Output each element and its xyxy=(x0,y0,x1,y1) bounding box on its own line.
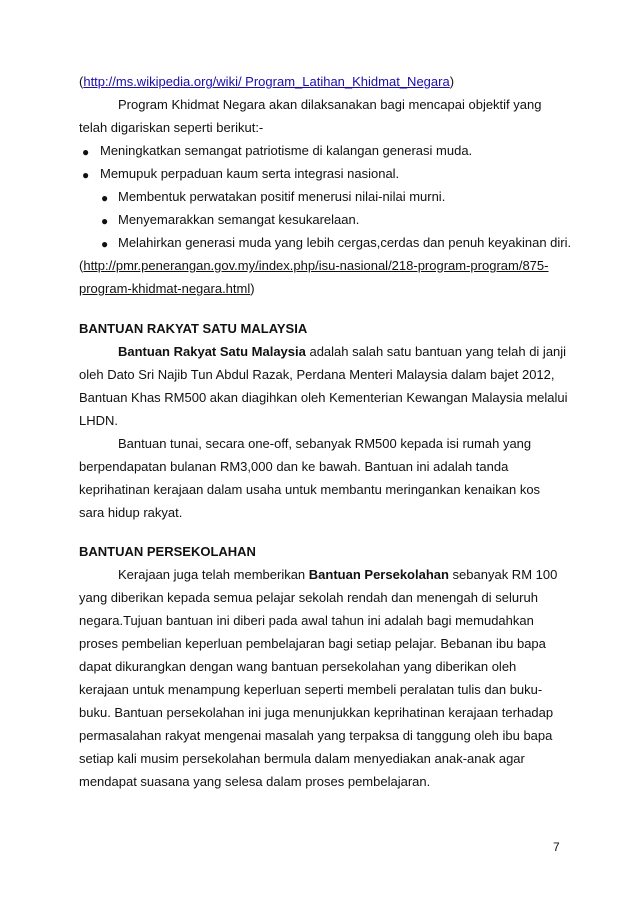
section-heading: BANTUAN PERSEKOLAHAN xyxy=(79,544,256,559)
list-item: Melahirkan generasi muda yang lebih cergas,cerdas dan penuh keyakinan diri. xyxy=(118,235,572,250)
paragraph-line: permasalahan rakyat mengenai masalah yang terpaksa di tanggung oleh ibu bapa xyxy=(79,728,553,743)
paragraph-line: Kerajaan juga telah memberikan Bantuan Persekolahan sebanyak RM 100 xyxy=(118,567,558,582)
bullet-icon: ● xyxy=(101,191,109,205)
source-citation-2: (http://pmr.penerangan.gov.my/index.php/isu-nasional/218-program-program/875- xyxy=(79,258,549,273)
section-heading: BANTUAN RAKYAT SATU MALAYSIA xyxy=(79,321,308,336)
page-number: 7 xyxy=(553,840,560,854)
paragraph-line: buku. Bantuan persekolahan ini juga menunjukkan keprihatinan kerajaan terhadap xyxy=(79,705,554,720)
paragraph-line: mendapat suasana yang selesa dalam proses pembelajaran. xyxy=(79,774,431,789)
paragraph-line: sara hidup rakyat. xyxy=(79,505,183,520)
source-citation-2-cont: program-khidmat-negara.html) xyxy=(79,281,255,296)
bullet-icon: ● xyxy=(101,237,109,251)
paragraph-line: Program Khidmat Negara akan dilaksanakan bagi mencapai objektif yang xyxy=(118,97,542,112)
paragraph-line: Bantuan Rakyat Satu Malaysia adalah salah satu bantuan yang telah di janji xyxy=(118,344,567,359)
list-item: Menyemarakkan semangat kesukarelaan. xyxy=(118,212,360,227)
paragraph-line: kerajaan untuk menampung keperluan seperti membeli peralatan tulis dan buku- xyxy=(79,682,543,697)
paragraph-line: berpendapatan bulanan RM3,000 dan ke bawah. Bantuan ini adalah tanda xyxy=(79,459,509,474)
source-link-1[interactable]: http://ms.wikipedia.org/wiki/ Program_Latihan_Khidmat_Negara xyxy=(83,74,450,89)
source-link-2-cont[interactable]: program-khidmat-negara.html xyxy=(79,281,251,296)
paragraph-line: Bantuan Khas RM500 akan diagihkan oleh Kementerian Kewangan Malaysia melalui xyxy=(79,390,568,405)
list-item: Meningkatkan semangat patriotisme di kalangan generasi muda. xyxy=(100,143,473,158)
paragraph-line: LHDN. xyxy=(79,413,119,428)
paragraph-line: telah digariskan seperti berikut:- xyxy=(79,120,264,135)
paragraph-line: proses pembelian keperluan pembelajaran bagi setiap pelajar. Bebanan ibu bapa xyxy=(79,636,546,651)
bullet-icon: ● xyxy=(82,168,90,182)
bullet-icon: ● xyxy=(82,145,90,159)
paragraph-line: Bantuan tunai, secara one-off, sebanyak RM500 kepada isi rumah yang xyxy=(118,436,532,451)
list-item: Memupuk perpaduan kaum serta integrasi nasional. xyxy=(100,166,400,181)
paragraph-line: yang diberikan kepada semua pelajar sekolah rendah dan menengah di seluruh xyxy=(79,590,538,605)
paragraph-line: dapat dikurangkan dengan wang bantuan persekolahan yang diberikan oleh xyxy=(79,659,517,674)
source-link-2[interactable]: http://pmr.penerangan.gov.my/index.php/isu-nasional/218-program-program/875- xyxy=(83,258,549,273)
source-citation-1: (http://ms.wikipedia.org/wiki/ Program_Latihan_Khidmat_Negara) xyxy=(79,74,455,89)
bullet-icon: ● xyxy=(101,214,109,228)
list-item: Membentuk perwatakan positif menerusi nilai-nilai murni. xyxy=(118,189,446,204)
paragraph-line: oleh Dato Sri Najib Tun Abdul Razak, Perdana Menteri Malaysia dalam bajet 2012, xyxy=(79,367,555,382)
paragraph-line: negara.Tujuan bantuan ini diberi pada awal tahun ini adalah bagi memudahkan xyxy=(79,613,534,628)
paragraph-line: keprihatinan kerajaan dalam usaha untuk membantu meringankan kenaikan kos xyxy=(79,482,541,497)
paragraph-line: setiap kali musim persekolahan bermula dalam menyediakan anak-anak agar xyxy=(79,751,525,766)
